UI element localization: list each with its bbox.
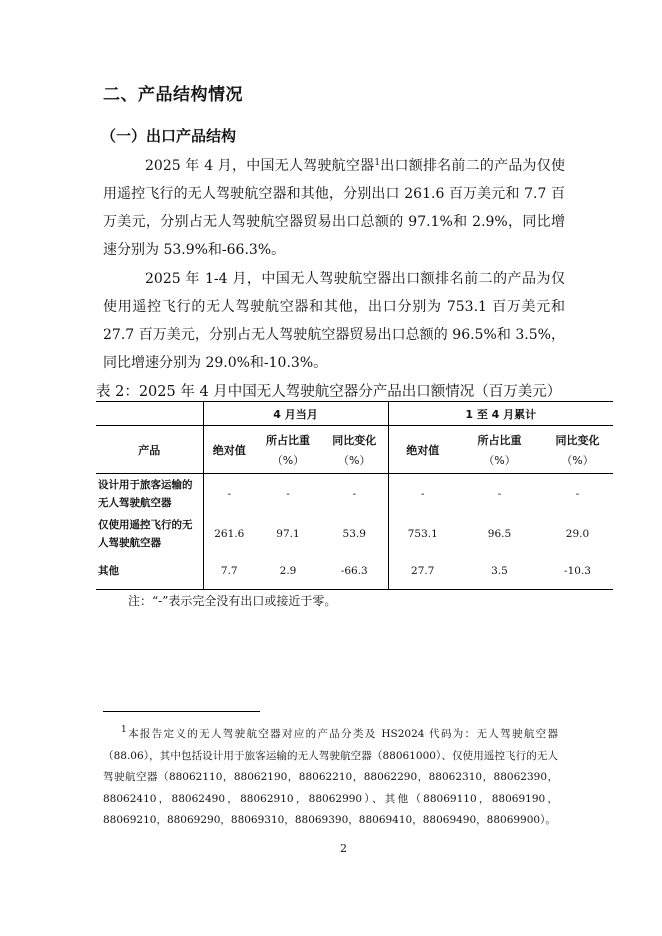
paragraph-april-lead: 2025 年 4 月，中国无人驾驶航空器 — [145, 158, 375, 174]
table-note: 注：“-”表示完全没有出口或接近于零。 — [128, 594, 337, 608]
footnote-divider — [103, 711, 260, 712]
cell-ytd-yoy: 29.0 — [565, 527, 590, 540]
paragraph-april-rest: 出口额排名前二的产品为仅使用遥控飞行的无人驾驶航空器和其他，分别出口 261.6 百万美元和 7.7 百万美元，分别占无人驾驶航空器贸易出口总额的 97.1%和 2.9%，同比增速分别为 53.9%和-66.3%。 — [103, 158, 566, 258]
cell-ytd-abs: 27.7 — [388, 554, 457, 590]
paragraph-april — [103, 152, 565, 264]
footnote-text: 本报告定义的无人驾驶航空器对应的产品分类及 HS2024 代码为：无人驾驶航空器（88.06），其中包括设计用于旅客运输的无人驾驶航空器（88061000）、仅使用遥控飞行的无人驾驶航空器（88062110，88062190，88062210，88062290，88062310，88062390，88062410，88062490，88062910，88062990）、其他（88069110，88069190，88069210，88069290，88069310，88069390，88069410，88069490，88069900）。 — [103, 728, 558, 826]
header-product: 产品 — [96, 426, 203, 474]
header-corner — [96, 402, 203, 426]
header-ytd-share — [457, 426, 542, 474]
header-month-yoy — [321, 426, 388, 474]
header-ytd-share-l2: （%） — [483, 453, 516, 467]
header-month-abs: 绝对值 — [203, 426, 255, 474]
group-header-month: 4 月当月 — [203, 402, 388, 426]
table-caption: 表 2：2025 年 4 月中国无人驾驶航空器分产品出口额情况（百万美元） — [96, 384, 562, 400]
cell-month-yoy: 53.9 — [321, 514, 388, 554]
cell-ytd-yoy: -10.3 — [542, 554, 613, 590]
subsection-title: （一）出口产品结构 — [101, 127, 237, 145]
cell-month-yoy: - — [321, 474, 388, 514]
cell-month-share: - — [286, 487, 290, 500]
table-row — [96, 474, 613, 514]
cell-month-abs: 261.6 — [214, 527, 245, 540]
footnote — [103, 724, 558, 832]
cell-ytd-share: - — [497, 487, 502, 500]
cell-month-abs: - — [227, 487, 232, 500]
row-label: 设计用于旅客运输的无人驾驶航空器 — [96, 474, 203, 514]
cell-ytd-abs: - — [420, 487, 425, 500]
row-label: 其他 — [96, 554, 203, 590]
header-ytd-yoy — [542, 426, 613, 474]
header-month-share — [255, 426, 321, 474]
header-ytd-yoy-l2: （%） — [561, 453, 594, 467]
page-number: 2 — [340, 842, 347, 855]
header-ytd-abs: 绝对值 — [388, 426, 457, 474]
footnote-marker: 1 — [121, 725, 127, 735]
header-month-yoy-l1: 同比变化 — [332, 433, 377, 447]
table-row — [96, 514, 613, 554]
paragraph-ytd: 2025 年 1-4 月，中国无人驾驶航空器出口额排名前二的产品为仅使用遥控飞行的无人驾驶航空器和其他，出口分别为 753.1 百万美元和 27.7 百万美元，分别占无人驾驶航空器贸易出口总额的 96.5%和 3.5%，同比增速分别为 29.0%和-10.3%。 — [103, 271, 565, 371]
cell-month-share: 2.9 — [255, 554, 321, 590]
header-month-yoy-l2: （%） — [338, 453, 371, 467]
footnote-ref[interactable]: 1 — [374, 158, 381, 168]
cell-month-yoy: -66.3 — [321, 554, 388, 590]
cell-ytd-yoy: - — [575, 487, 580, 500]
header-ytd-yoy-l1: 同比变化 — [555, 433, 600, 447]
table-row — [96, 554, 613, 590]
row-label: 仅使用遥控飞行的无人驾驶航空器 — [96, 514, 203, 554]
header-ytd-share-l1: 所占比重 — [477, 433, 522, 447]
section-title: 二、产品结构情况 — [103, 85, 243, 105]
export-product-table — [96, 401, 613, 590]
cell-month-abs: 7.7 — [203, 554, 255, 590]
cell-ytd-share: 3.5 — [457, 554, 542, 590]
header-month-share-l2: （%） — [271, 453, 305, 467]
cell-month-share: 97.1 — [276, 527, 300, 540]
cell-ytd-share: 96.5 — [487, 527, 512, 540]
group-header-ytd: 1 至 4 月累计 — [388, 402, 613, 426]
header-month-share-l1: 所占比重 — [266, 433, 310, 447]
cell-ytd-abs: 753.1 — [407, 527, 438, 540]
